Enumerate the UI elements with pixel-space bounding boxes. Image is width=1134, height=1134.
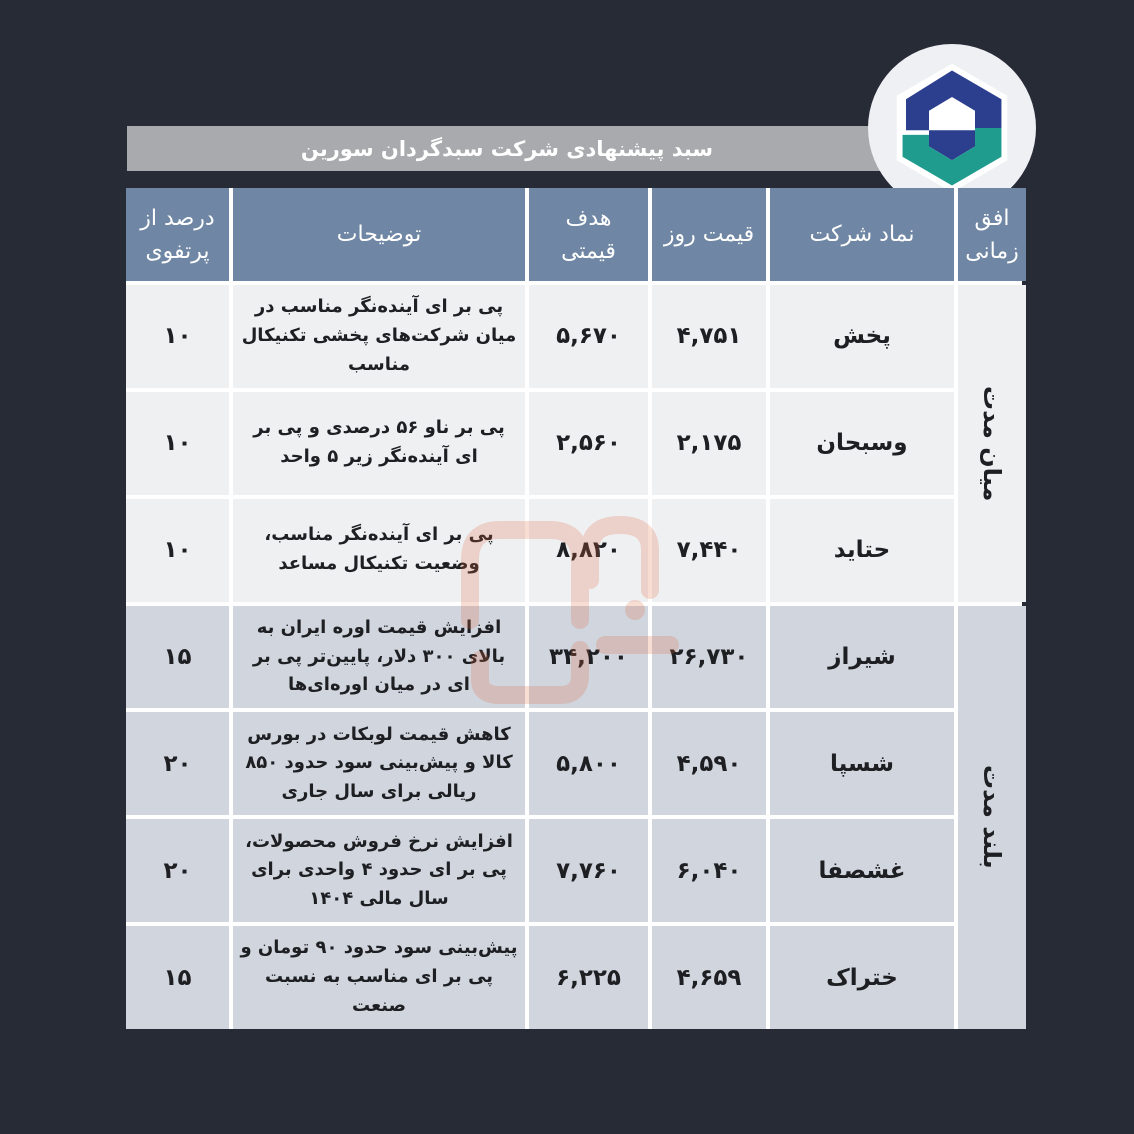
table-row-5-percent: ۲۰	[126, 712, 229, 815]
company-logo	[868, 44, 1036, 212]
horizon-mid-label: میان مدت	[978, 385, 1006, 501]
table-row-4-target: ۳۴,۲۰۰	[529, 606, 648, 709]
table-row-7-percent: ۱۵	[126, 926, 229, 1029]
table-row-6-price: ۶,۰۴۰	[652, 819, 766, 922]
table-row-5-target: ۵,۸۰۰	[529, 712, 648, 815]
table-row-1-percent: ۱۰	[126, 285, 229, 388]
table-row-1-price: ۴,۷۵۱	[652, 285, 766, 388]
header-symbol: نماد شرکت	[770, 188, 954, 281]
table-row-3-symbol: حتاید	[770, 499, 954, 602]
table-row-7-price: ۴,۶۵۹	[652, 926, 766, 1029]
table-row-1-description: پی بر ای آینده‌نگر مناسب در میان شرکت‌های پخشی تکنیکال مناسب	[233, 285, 525, 388]
table-row-5-symbol: شسپا	[770, 712, 954, 815]
table-row-2-price: ۲,۱۷۵	[652, 392, 766, 495]
table-row-3-target: ۸,۸۲۰	[529, 499, 648, 602]
table-row-4-price: ۲۶,۷۳۰	[652, 606, 766, 709]
table-row-2-description: پی بر ناو ۵۶ درصدی و پی بر ای آینده‌نگر زیر ۵ واحد	[233, 392, 525, 495]
horizon-long-term	[958, 606, 1026, 1029]
table-row-2-target: ۲,۵۶۰	[529, 392, 648, 495]
table-row-5-price: ۴,۵۹۰	[652, 712, 766, 815]
sorin-logo-icon	[883, 59, 1021, 197]
table-row-3-percent: ۱۰	[126, 499, 229, 602]
table-row-4-symbol: شیراز	[770, 606, 954, 709]
header-day-price: قیمت روز	[652, 188, 766, 281]
table-row-3-price: ۷,۴۴۰	[652, 499, 766, 602]
table-row-4-percent: ۱۵	[126, 606, 229, 709]
page-title: سبد پیشنهادی شرکت سبدگردان سورین	[127, 126, 887, 171]
header-description: توضیحات	[233, 188, 525, 281]
table-row-7-symbol: ختراک	[770, 926, 954, 1029]
horizon-long-label: بلند مدت	[978, 765, 1006, 870]
table-row-6-symbol: غشصفا	[770, 819, 954, 922]
table-row-6-target: ۷,۷۶۰	[529, 819, 648, 922]
table-row-7-target: ۶,۲۲۵	[529, 926, 648, 1029]
table-row-6-description: افزایش نرخ فروش محصولات، پی بر ای حدود ۴ واحدی برای سال مالی ۱۴۰۴	[233, 819, 525, 922]
portfolio-table	[126, 188, 1022, 1029]
table-row-1-symbol: پخش	[770, 285, 954, 388]
table-row-6-percent: ۲۰	[126, 819, 229, 922]
horizon-mid-term	[958, 285, 1026, 602]
header-percent: درصد از پرتفوی	[126, 188, 229, 281]
table-row-2-symbol: وسبحان	[770, 392, 954, 495]
table-row-3-description: پی بر ای آینده‌نگر مناسب، وضعیت تکنیکال مساعد	[233, 499, 525, 602]
table-row-1-target: ۵,۶۷۰	[529, 285, 648, 388]
table-row-5-description: کاهش قیمت لوبکات در بورس کالا و پیش‌بینی سود حدود ۸۵۰ ریالی برای سال جاری	[233, 712, 525, 815]
header-target-price: هدف قیمتی	[529, 188, 648, 281]
table-row-7-description: پیش‌بینی سود حدود ۹۰ تومان و پی بر ای مناسب به نسبت صنعت	[233, 926, 525, 1029]
table-row-2-percent: ۱۰	[126, 392, 229, 495]
header-horizon: افق زمانی	[958, 188, 1026, 281]
table-row-4-description: افزایش قیمت اوره ایران به بالای ۳۰۰ دلار، پایین‌تر پی بر ای در میان اوره‌ای‌ها	[233, 606, 525, 709]
